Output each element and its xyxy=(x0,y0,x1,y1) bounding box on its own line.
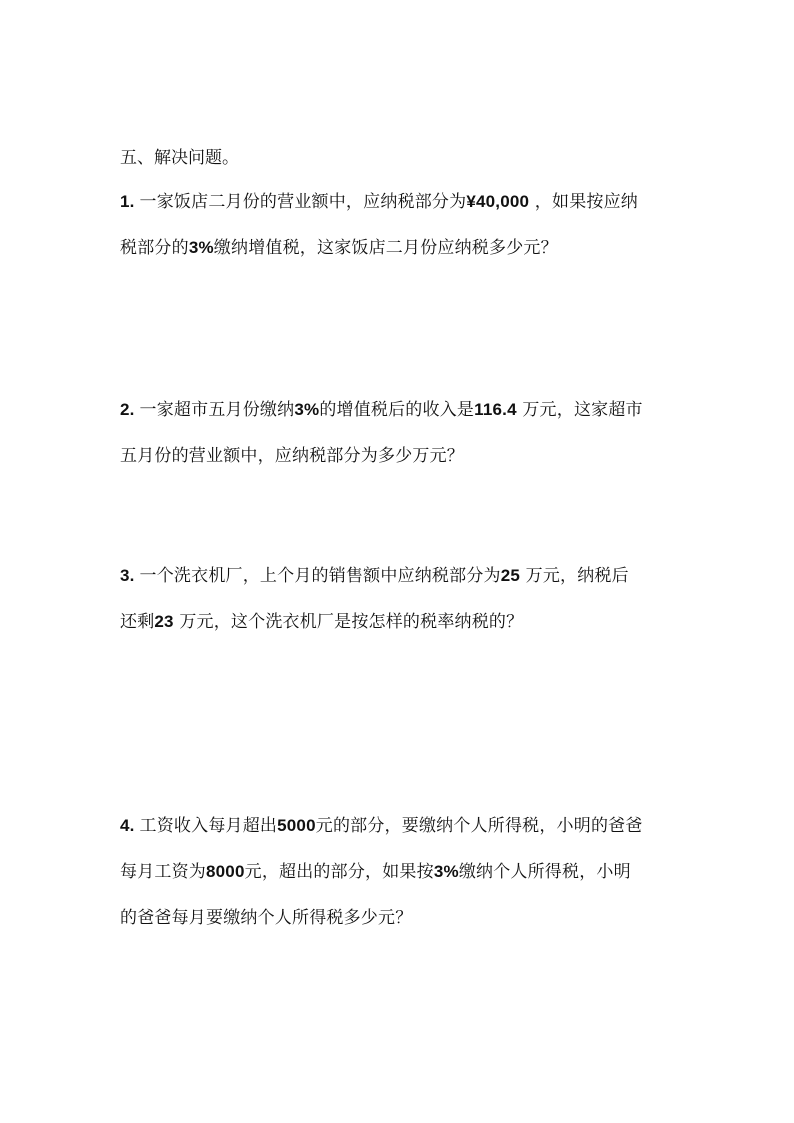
question-text: 税部分的 xyxy=(120,238,189,258)
question-text: 一个洗衣机厂，上个月的销售额中应纳税部分为 xyxy=(139,566,501,586)
question-4 xyxy=(120,814,680,930)
question-text: 工资收入每月超出 xyxy=(139,816,278,836)
amount-value: 8000 xyxy=(206,862,245,881)
question-number: 4. xyxy=(120,816,140,835)
question-text: 缴纳个人所得税，小明 xyxy=(458,862,631,882)
question-text: 元的部分，要缴纳个人所得税，小明的爸爸 xyxy=(315,816,643,836)
question-4-line-3 xyxy=(120,906,680,930)
question-1 xyxy=(120,190,680,260)
question-text: 万元，纳税后 xyxy=(520,566,629,586)
rate-value: 3% xyxy=(188,238,214,257)
question-4-line-2 xyxy=(120,860,680,884)
amount-value: 5000 xyxy=(277,816,316,835)
question-number: 3. xyxy=(120,566,140,585)
question-4-line-1 xyxy=(120,814,680,838)
question-text: 的爸爸每月要缴纳个人所得税多少元？ xyxy=(120,908,413,928)
amount-value: 116.4 xyxy=(474,400,517,419)
question-text: 一家饭店二月份的营业额中，应纳税部分为 xyxy=(139,192,467,212)
amount-value: ¥40,000 xyxy=(466,192,530,211)
question-3-line-2 xyxy=(120,610,680,634)
question-2-line-2 xyxy=(120,444,680,468)
amount-value: 23 xyxy=(154,612,174,631)
question-text: 的增值税后的收入是 xyxy=(319,400,475,420)
rate-value: 3% xyxy=(294,400,320,419)
question-3-line-1 xyxy=(120,564,680,588)
question-number: 1. xyxy=(120,192,140,211)
question-number: 2. xyxy=(120,400,140,419)
question-text: ，如果按应纳 xyxy=(529,192,638,212)
question-text: 一家超市五月份缴纳 xyxy=(139,400,295,420)
question-text: 每月工资为 xyxy=(120,862,206,882)
question-2 xyxy=(120,398,680,468)
rate-value: 3% xyxy=(433,862,459,881)
question-1-line-1 xyxy=(120,190,680,214)
question-text: 还剩 xyxy=(120,612,155,632)
question-3 xyxy=(120,564,680,634)
question-text: 万元，这个洗衣机厂是按怎样的税率纳税的？ xyxy=(173,612,524,632)
amount-value: 25 xyxy=(500,566,521,585)
question-text: 万元，这家超市 xyxy=(516,400,643,420)
question-text: 五月份的营业额中，应纳税部分为多少万元？ xyxy=(120,446,464,466)
question-text: 缴纳增值税，这家饭店二月份应纳税多少元？ xyxy=(213,238,558,258)
section-title: 五、解决问题。 xyxy=(120,148,239,168)
question-2-line-1 xyxy=(120,398,680,422)
question-1-line-2 xyxy=(120,236,680,260)
question-text: 元，超出的部分，如果按 xyxy=(244,862,434,882)
